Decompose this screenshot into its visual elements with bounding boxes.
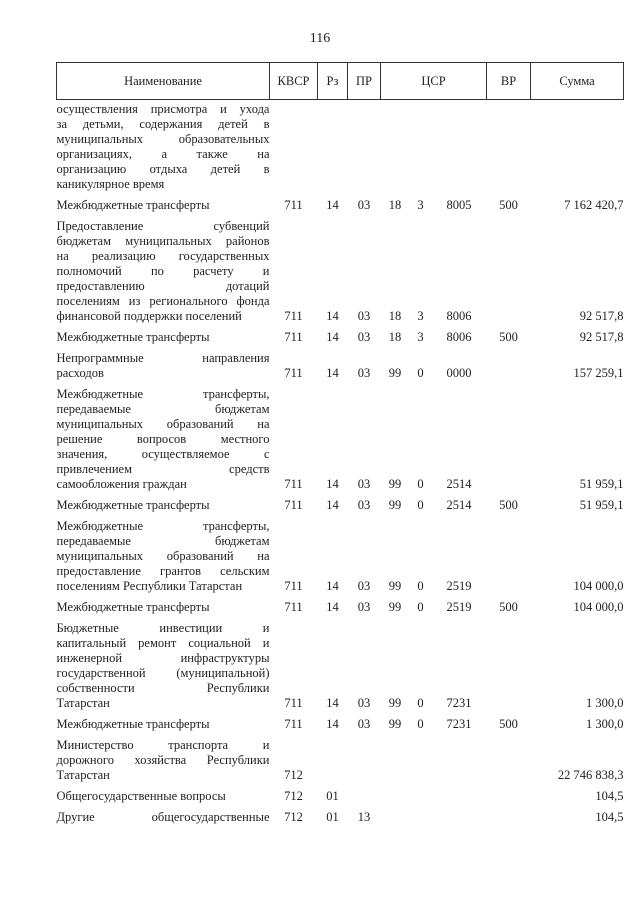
cell-kvsr: 711 [284, 477, 303, 491]
table-body [57, 100, 624, 826]
cell-pr: 03 [357, 717, 371, 731]
name-line: осуществления присмотра и ухода [56, 102, 270, 116]
cell-vr: 500 [499, 498, 518, 512]
name-line: муниципальных образований на [56, 417, 270, 431]
cell-csr-subprogram [410, 100, 432, 193]
cell-csr-program: 99 [388, 600, 402, 614]
header-csr: ЦСР [381, 63, 487, 100]
name-line: собственности Республики [56, 681, 270, 695]
name-line: привлечением средств [56, 462, 270, 476]
name-line: муниципальных образований на [56, 549, 270, 563]
header-kvsr: КВСР [270, 63, 318, 100]
cell-kvsr: 711 [284, 366, 303, 380]
name-line: предоставление грантов сельским [56, 564, 270, 578]
header-vr: ВР [487, 63, 531, 100]
cell-csr-direction: 2519 [446, 579, 472, 593]
name-line: полномочий по расчету и [56, 264, 270, 278]
header-name: Наименование [57, 63, 270, 100]
cell-sum: 104 000,0 [573, 600, 624, 614]
cell-rz: 01 [326, 810, 339, 824]
cell-kvsr: 711 [284, 579, 303, 593]
cell-sum: 92 517,8 [579, 309, 624, 323]
name-line: Межбюджетные трансферты [56, 498, 210, 512]
cell-name [57, 513, 270, 594]
name-line: Межбюджетные трансферты [56, 198, 210, 212]
name-line: Министерство транспорта и [56, 738, 270, 752]
name-line: Межбюджетные трансферты [56, 600, 210, 614]
cell-rz: 14 [326, 309, 339, 323]
cell-name [57, 345, 270, 381]
cell-pr: 03 [357, 330, 371, 344]
cell-rz: 14 [326, 330, 339, 344]
cell-pr: 13 [357, 810, 371, 824]
cell-rz [318, 732, 348, 783]
cell-csr-direction: 2519 [446, 600, 472, 614]
cell-csr-subprogram [410, 783, 432, 804]
cell-csr-direction: 7231 [446, 717, 472, 731]
table-row [57, 345, 624, 381]
cell-vr [487, 783, 531, 804]
table-row [57, 615, 624, 711]
cell-vr: 500 [499, 330, 518, 344]
cell-sum: 1 300,0 [586, 717, 624, 731]
cell-csr-subprogram: 0 [417, 696, 424, 710]
cell-rz: 14 [326, 477, 339, 491]
header-sum: Сумма [531, 63, 624, 100]
table-row [57, 492, 624, 513]
name-line: Непрограммные направления [56, 351, 270, 365]
cell-csr-subprogram: 3 [417, 309, 424, 323]
cell-csr-program [381, 732, 410, 783]
table-row [57, 783, 624, 804]
name-line: капитальный ремонт социальной и [56, 636, 270, 650]
cell-name [57, 711, 270, 732]
cell-csr-direction [432, 100, 487, 193]
cell-csr-program: 99 [388, 477, 402, 491]
cell-csr-program [381, 783, 410, 804]
budget-table [56, 62, 624, 825]
cell-csr-subprogram: 0 [417, 498, 424, 512]
table-row [57, 513, 624, 594]
cell-name [57, 100, 270, 193]
cell-kvsr: 712 [284, 789, 303, 803]
name-line: на реализацию государственных [56, 249, 270, 263]
cell-csr-subprogram: 3 [417, 198, 424, 212]
cell-vr: 500 [499, 717, 518, 731]
cell-vr [487, 345, 531, 381]
name-line: Общегосударственные вопросы [56, 789, 226, 803]
name-line: расходов [56, 366, 104, 380]
cell-csr-program: 99 [388, 498, 402, 512]
cell-vr: 500 [499, 600, 518, 614]
cell-sum: 92 517,8 [579, 330, 624, 344]
cell-sum: 1 300,0 [586, 696, 624, 710]
cell-vr [487, 513, 531, 594]
cell-rz: 14 [326, 696, 339, 710]
name-line: инженерной инфраструктуры [56, 651, 270, 665]
name-line: муниципальных образовательных [56, 132, 270, 146]
table-row [57, 100, 624, 193]
cell-sum: 157 259,1 [573, 366, 624, 380]
name-line: финансовой поддержки поселений [56, 309, 242, 323]
cell-pr: 03 [357, 309, 371, 323]
cell-csr-program: 99 [388, 366, 402, 380]
table-row [57, 804, 624, 825]
name-line: Предоставление субвенций [56, 219, 270, 233]
cell-sum [531, 100, 624, 193]
cell-sum: 104,5 [595, 810, 624, 824]
cell-sum: 104,5 [595, 789, 624, 803]
cell-kvsr [270, 100, 318, 193]
cell-pr [348, 732, 381, 783]
cell-name [57, 615, 270, 711]
cell-rz: 14 [326, 600, 339, 614]
cell-csr-subprogram: 0 [417, 717, 424, 731]
name-line: самообложения граждан [56, 477, 187, 491]
table-header [57, 63, 624, 100]
cell-vr [487, 804, 531, 825]
name-line: Другие общегосударственные [56, 810, 270, 824]
cell-name [57, 192, 270, 213]
cell-name [57, 732, 270, 783]
cell-name [57, 783, 270, 804]
name-line: за детьми, содержания детей в [56, 117, 270, 131]
cell-pr [348, 783, 381, 804]
cell-csr-direction [432, 732, 487, 783]
cell-rz: 14 [326, 579, 339, 593]
table-row [57, 324, 624, 345]
cell-vr [487, 381, 531, 492]
cell-csr-subprogram: 0 [417, 366, 424, 380]
name-line: бюджетам муниципальных районов [56, 234, 270, 248]
cell-csr-direction: 2514 [446, 498, 472, 512]
name-line: Татарстан [56, 696, 110, 710]
cell-csr-direction [432, 783, 487, 804]
table-row [57, 213, 624, 324]
cell-rz [318, 100, 348, 193]
table-row [57, 732, 624, 783]
name-line: дорожного хозяйства Республики [56, 753, 270, 767]
name-line: поселениям Республики Татарстан [56, 579, 243, 593]
cell-rz: 01 [326, 789, 339, 803]
cell-vr: 500 [499, 198, 518, 212]
cell-csr-program [381, 100, 410, 193]
name-line: Татарстан [56, 768, 110, 782]
name-line: Межбюджетные трансферты [56, 717, 210, 731]
cell-pr: 03 [357, 696, 371, 710]
cell-kvsr: 712 [284, 768, 303, 782]
cell-pr: 03 [357, 579, 371, 593]
name-line: значения, осуществляемое с [56, 447, 270, 461]
cell-csr-program [381, 804, 410, 825]
cell-csr-program: 99 [388, 717, 402, 731]
cell-kvsr: 712 [284, 810, 303, 824]
cell-name [57, 492, 270, 513]
cell-rz: 14 [326, 498, 339, 512]
table-row [57, 594, 624, 615]
name-line: государственной (муниципальной) [56, 666, 270, 680]
cell-name [57, 324, 270, 345]
cell-csr-program: 99 [388, 579, 402, 593]
cell-vr [487, 213, 531, 324]
name-line: передаваемые бюджетам [56, 402, 270, 416]
cell-csr-direction: 8006 [446, 309, 472, 323]
cell-kvsr: 711 [284, 696, 303, 710]
header-pr: ПР [348, 63, 381, 100]
cell-kvsr: 711 [284, 198, 303, 212]
name-line: предоставлению дотаций [56, 279, 270, 293]
cell-csr-program: 18 [388, 309, 402, 323]
cell-csr-subprogram [410, 732, 432, 783]
cell-name [57, 381, 270, 492]
cell-rz: 14 [326, 717, 339, 731]
name-line: решение вопросов местного [56, 432, 270, 446]
cell-csr-program: 99 [388, 696, 402, 710]
cell-csr-direction [432, 804, 487, 825]
table-row [57, 192, 624, 213]
cell-pr: 03 [357, 498, 371, 512]
cell-pr [348, 100, 381, 193]
cell-sum: 22 746 838,3 [557, 768, 624, 782]
cell-csr-subprogram: 0 [417, 477, 424, 491]
cell-sum: 51 959,1 [579, 498, 624, 512]
name-line: организациях, а также на [56, 147, 270, 161]
cell-pr: 03 [357, 198, 371, 212]
page-number: 116 [309, 31, 331, 46]
cell-name [57, 804, 270, 825]
cell-csr-program: 18 [388, 330, 402, 344]
cell-rz: 14 [326, 198, 339, 212]
cell-csr-direction: 2514 [446, 477, 472, 491]
name-line: организацию отдыха детей в [56, 162, 270, 176]
cell-csr-subprogram: 0 [417, 600, 424, 614]
cell-csr-direction: 7231 [446, 696, 472, 710]
cell-sum: 7 162 420,7 [564, 198, 624, 212]
cell-kvsr: 711 [284, 498, 303, 512]
cell-csr-subprogram: 3 [417, 330, 424, 344]
header-rz: Рз [318, 63, 348, 100]
cell-rz: 14 [326, 366, 339, 380]
table-row [57, 381, 624, 492]
cell-kvsr: 711 [284, 309, 303, 323]
table-row [57, 711, 624, 732]
cell-kvsr: 711 [284, 717, 303, 731]
cell-csr-direction: 8005 [446, 198, 472, 212]
cell-pr: 03 [357, 477, 371, 491]
cell-name [57, 594, 270, 615]
name-line: поселениям из регионального фонда [56, 294, 270, 308]
name-line: Межбюджетные трансферты [56, 330, 210, 344]
cell-csr-direction: 0000 [446, 366, 472, 380]
name-line: передаваемые бюджетам [56, 534, 270, 548]
cell-vr [487, 100, 531, 193]
cell-csr-subprogram [410, 804, 432, 825]
name-line: каникулярное время [56, 177, 165, 191]
cell-csr-subprogram: 0 [417, 579, 424, 593]
cell-pr: 03 [357, 366, 371, 380]
name-line: Бюджетные инвестиции и [56, 621, 270, 635]
cell-csr-direction: 8006 [446, 330, 472, 344]
cell-csr-program: 18 [388, 198, 402, 212]
cell-sum: 51 959,1 [579, 477, 624, 491]
cell-pr: 03 [357, 600, 371, 614]
name-line: Межбюджетные трансферты, [56, 387, 270, 401]
name-line: Межбюджетные трансферты, [56, 519, 270, 533]
cell-sum: 104 000,0 [573, 579, 624, 593]
cell-kvsr: 711 [284, 330, 303, 344]
cell-vr [487, 732, 531, 783]
cell-kvsr: 711 [284, 600, 303, 614]
cell-name [57, 213, 270, 324]
cell-vr [487, 615, 531, 711]
